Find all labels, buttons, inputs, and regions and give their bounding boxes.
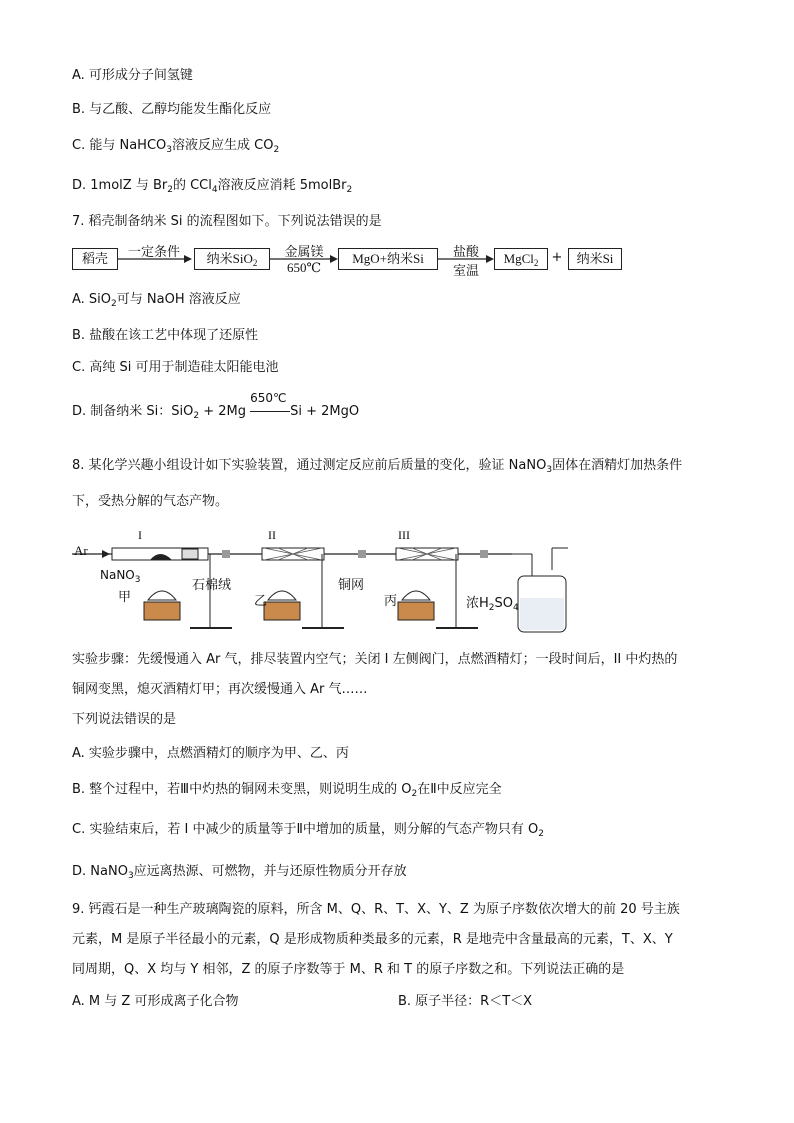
flow-arrow1 [118, 254, 192, 264]
acid-label-text2: SO [494, 596, 513, 611]
q6-option-c-text2: 溶液反应生成 CO [172, 138, 274, 153]
flow-box-nano-si: 纳米Si [568, 248, 622, 270]
q7-option-d-text2: + 2Mg [199, 404, 251, 419]
label-i: I [138, 528, 142, 542]
q9-stem-line3: 同周期，Q、X 均与 Y 相邻，Z 的原子序数等于 M、R 和 T 的原子序数之和。下列说法正确的是 [72, 962, 625, 977]
label-iii: III [398, 528, 410, 542]
q7-option-d-text3: Si + 2MgO [290, 404, 360, 419]
q7-stem: 7. 稻壳制备纳米 Si 的流程图如下。下列说法错误的是 [72, 214, 382, 229]
copper-label: 铜网 [338, 578, 365, 593]
apparatus-diagram [72, 520, 572, 640]
q6-option-d-text3: 溶液反应消耗 5molBr [217, 178, 347, 193]
lamp-jia-label: 甲 [118, 590, 132, 605]
nano3-label [100, 568, 141, 585]
q9-option-a: A. M 与 Z 可形成离子化合物 [72, 994, 239, 1009]
flow-box-rice-husk: 稻壳 [72, 248, 118, 270]
q8-option-a: A. 实验步骤中，点燃酒精灯的顺序为甲、乙、丙 [72, 746, 349, 761]
label-ii: II [268, 528, 276, 542]
q7-option-a-text: A. SiO [72, 292, 112, 307]
flow-box-nano-sio2 [194, 248, 270, 270]
asbestos-plug [182, 549, 198, 559]
subscript: 2 [346, 185, 353, 195]
q6-option-c [72, 136, 279, 160]
lamp-yi-label: 乙 [254, 594, 268, 609]
q6-option-d-text2: 的 CCl [172, 178, 212, 193]
q8-option-b [72, 780, 502, 804]
subscript: 4 [513, 603, 519, 613]
subscript: 2 [538, 829, 544, 839]
q8-option-d-text: D. NaNO [72, 864, 128, 879]
flow-arrow3-bottom-label: 室温 [452, 264, 479, 279]
q8-steps-line2: 铜网变黑，熄灭酒精灯甲；再次缓慢通入 Ar 气…… [72, 682, 368, 697]
subscript: 2 [488, 603, 495, 613]
q7-option-d [72, 391, 360, 426]
flow-box-nano-sio2-text: 纳米SiO [206, 251, 253, 266]
subscript: 2 [193, 411, 200, 421]
reaction-condition-text: 650℃ [250, 391, 287, 405]
q6-option-d [72, 176, 352, 200]
flow-box-mgo-si: MgO+纳米Si [338, 248, 438, 270]
subscript: 3 [127, 871, 134, 881]
q7-option-a [72, 290, 241, 314]
flow-box-mgcl2 [494, 248, 548, 270]
q8-stem-line2: 下，受热分解的气态产物。 [72, 494, 229, 509]
flow-plus: + [551, 250, 563, 265]
subscript: 2 [111, 299, 117, 309]
q9-stem-line1: 9. 钙霞石是一种生产玻璃陶瓷的原料，所含 M、Q、R、T、X、Y、Z 为原子序数依次增大的前 20 号主族 [72, 902, 680, 917]
asbestos-label: 石棉绒 [192, 578, 232, 593]
flow-box-mgcl2-text: MgCl [503, 251, 534, 266]
subscript: 3 [166, 145, 172, 155]
q9-stem-line2: 元素，M 是原子半径最小的元素，Q 是形成物质种类最多的元素，R 是地壳中含量最高的元素，T、X、Y [72, 932, 673, 947]
flow-arrow2-bottom-label: 650℃ [286, 260, 322, 275]
q6-option-a: A. 可形成分子间氢键 [72, 68, 193, 83]
q7-option-a-text2: 可与 NaOH 溶液反应 [116, 292, 241, 307]
q8-option-c [72, 820, 544, 844]
q6-option-d-text: D. 1molZ 与 Br [72, 178, 168, 193]
q7-option-c: C. 高纯 Si 可用于制造硅太阳能电池 [72, 360, 279, 375]
q7-option-b: B. 盐酸在该工艺中体现了还原性 [72, 328, 259, 343]
flow-arrow3-top-label: 盐酸 [452, 245, 479, 260]
lamp-bing-label: 丙 [384, 594, 398, 609]
subscript: 2 [533, 258, 539, 268]
subscript: 2 [273, 145, 280, 155]
acid-label-text: 浓H [466, 596, 489, 611]
q8-steps-line1: 实验步骤：先缓慢通入 Ar 气，排尽装置内空气；关闭 I 左侧阀门，点燃酒精灯；一段时间后，II 中灼热的 [72, 652, 678, 667]
lamp-yi [264, 591, 300, 620]
flow-arrow2-top-label: 金属镁 [284, 245, 324, 260]
q9-option-b: B. 原子半径：R＜T＜X [398, 994, 533, 1009]
q8-option-b-text: B. 整个过程中，若Ⅲ中灼热的铜网未变黑，则说明生成的 O [72, 782, 412, 797]
q8-option-c-text: C. 实验结束后，若 I 中减少的质量等于Ⅱ中增加的质量，则分解的气态产物只有 O [72, 822, 539, 837]
subscript: 2 [167, 185, 173, 195]
q8-ask: 下列说法错误的是 [72, 712, 177, 727]
nano3-label-text: NaNO [100, 568, 135, 582]
lamp-bing [398, 591, 434, 620]
subscript: 3 [546, 465, 553, 475]
q8-option-d [72, 862, 407, 886]
q8-stem-line1 [72, 456, 682, 480]
q8-option-b-text2: 在Ⅱ中反应完全 [417, 782, 502, 797]
q8-stem-text: 8. 某化学兴趣小组设计如下实验装置，通过测定反应前后质量的变化，验证 NaNO [72, 458, 547, 473]
acid-label [466, 592, 519, 613]
q7-flow-diagram [72, 244, 632, 278]
subscript: 2 [252, 258, 258, 268]
q6-option-c-text: C. 能与 NaHCO [72, 138, 167, 153]
ar-label: Ar [74, 543, 88, 558]
subscript: 3 [134, 575, 141, 585]
flow-arrow1-label: 一定条件 [127, 245, 180, 260]
subscript: 4 [211, 185, 218, 195]
reaction-condition [250, 391, 290, 422]
q6-option-b: B. 与乙酸、乙醇均能发生酯化反应 [72, 102, 272, 117]
q8-stem-text2: 固体在酒精灯加热条件 [552, 458, 683, 473]
subscript: 2 [411, 789, 418, 799]
q7-option-d-text: D. 制备纳米 Si：SiO [72, 404, 194, 419]
lamp-jia [144, 591, 180, 620]
q8-option-d-text2: 应远离热源、可燃物，并与还原性物质分开存放 [133, 864, 407, 879]
